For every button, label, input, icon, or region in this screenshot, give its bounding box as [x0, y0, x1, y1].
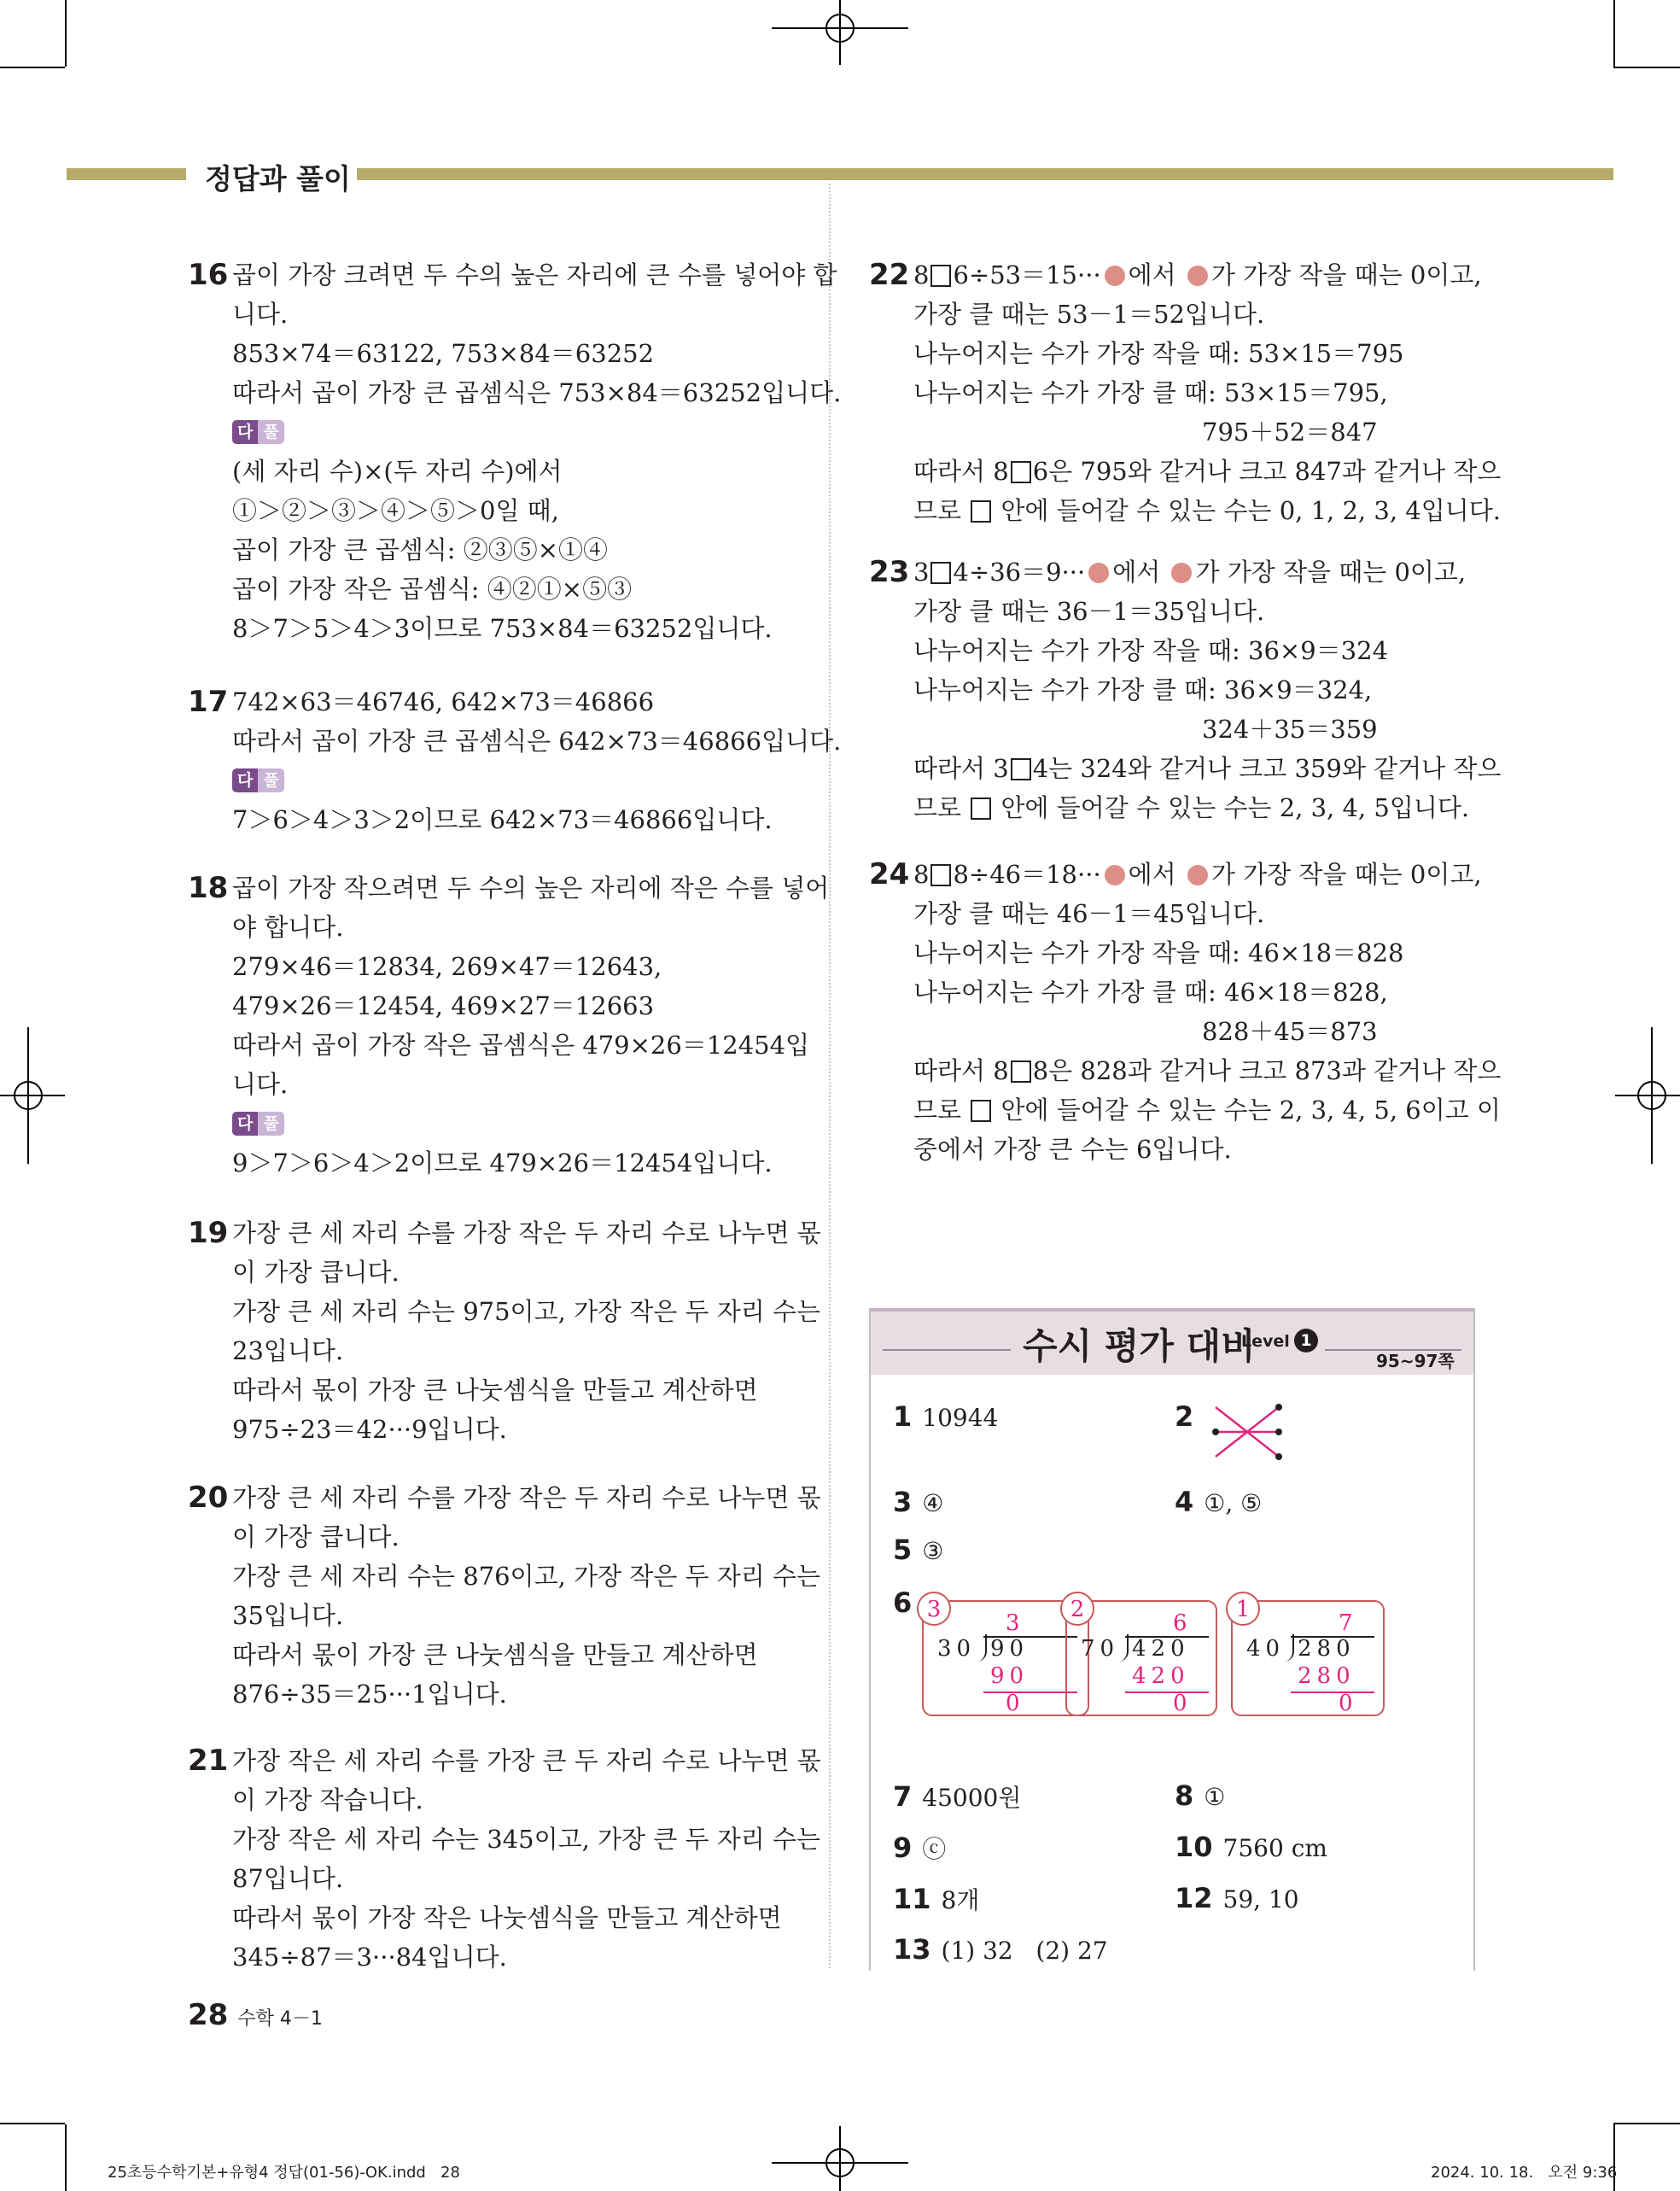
text-part: 므로 — [913, 793, 962, 822]
text-line — [913, 751, 1501, 786]
level-label: Level — [1241, 1332, 1290, 1351]
text-line: 나누어지는 수가 가장 클 때: 46×18＝828, — [913, 978, 1388, 1007]
tag-part: 풀 — [258, 420, 283, 444]
dividend: 280 — [1298, 1636, 1356, 1662]
circle-dot-icon — [1171, 563, 1192, 583]
circle-number: 1 — [1226, 1592, 1260, 1626]
page-footer — [188, 1998, 323, 2032]
alt-solution-tag — [232, 1112, 284, 1136]
text-part: 므로 — [913, 1096, 962, 1125]
alt-solution-tag — [232, 420, 284, 444]
circle-dot-icon — [1187, 865, 1208, 885]
text-line: 9＞7＞6＞4＞2이므로 479×26＝12454입니다. — [232, 1148, 773, 1177]
page-range: 95~97쪽 — [1376, 1351, 1455, 1371]
text-line: 742×63＝46746, 642×73＝46866 — [232, 687, 655, 716]
problem-number: 20 — [188, 1481, 229, 1515]
text-line: 니다. — [232, 300, 289, 329]
text-line: 876÷35＝25···1입니다. — [232, 1680, 507, 1709]
problem-number: 18 — [188, 871, 229, 905]
problem-number: 23 — [869, 555, 910, 589]
division-bracket — [1118, 1634, 1129, 1662]
text-line: 23입니다. — [232, 1336, 344, 1365]
text-line: 따라서 몫이 가장 작은 나눗셈식을 만들고 계산하면 — [232, 1903, 782, 1932]
blank-box-icon — [971, 500, 991, 523]
circle-dot-icon — [1105, 266, 1125, 286]
answer-number: 7 — [893, 1780, 913, 1813]
text-line: 가장 큰 세 자리 수를 가장 작은 두 자리 수로 나누면 몫 — [232, 1483, 821, 1512]
answer-number: 6 — [893, 1586, 913, 1619]
answer-value: ⓒ — [922, 1835, 947, 1863]
text-part: 에서 — [1128, 860, 1176, 889]
quotient: 3 — [1006, 1610, 1025, 1636]
text-line — [913, 454, 1501, 488]
text-line: 279×46＝12834, 269×47＝12643, — [232, 952, 662, 981]
quotient: 6 — [1173, 1610, 1193, 1636]
text-part: 따라서 3 — [913, 754, 1009, 783]
evaluation-header — [871, 1308, 1473, 1375]
division-bracket — [977, 1634, 987, 1662]
text-part: 따라서 8 — [913, 457, 1009, 486]
text-part: 가 가장 작을 때는 0이고, — [1210, 260, 1482, 289]
text-part: 4÷36＝9··· — [953, 558, 1086, 587]
answer-number: 13 — [893, 1933, 931, 1966]
text-line: 이 가장 큽니다. — [232, 1258, 400, 1287]
text-line — [913, 258, 1482, 292]
answer-value: ① — [1204, 1783, 1226, 1811]
alt-solution-tag — [232, 768, 284, 792]
registration-mark — [772, 2123, 908, 2191]
text-line — [913, 494, 1501, 528]
text-line: 곱이 가장 크려면 두 수의 높은 자리에 큰 수를 넣어야 합 — [232, 260, 837, 289]
text-line: 야 합니다. — [232, 913, 344, 942]
text-line: 따라서 곱이 가장 큰 곱셈식은 642×73＝46866입니다. — [232, 727, 842, 756]
text-part: 므로 — [913, 496, 962, 525]
product: 420 — [1132, 1663, 1190, 1689]
tag-part: 다 — [232, 768, 258, 792]
text-line: 따라서 곱이 가장 작은 곱셈식은 479×26＝12454입 — [232, 1031, 810, 1060]
product: 280 — [1298, 1663, 1356, 1689]
evaluation-answer-box — [869, 1308, 1475, 1971]
answer-value: 7560 cm — [1222, 1834, 1327, 1862]
answer-13 — [893, 1933, 1108, 1966]
text-line: 795＋52＝847 — [1202, 418, 1378, 447]
answer-number: 1 — [893, 1400, 913, 1433]
page-number: 28 — [188, 1998, 229, 2032]
answer-number: 10 — [1175, 1831, 1213, 1863]
text-line: 이 가장 작습니다. — [232, 1785, 423, 1814]
text-line: 479×26＝12454, 469×27＝12663 — [232, 991, 655, 1020]
text-line: ①＞②＞③＞④＞⑤＞0일 때, — [232, 496, 559, 525]
division-card — [1065, 1597, 1217, 1716]
text-line — [913, 555, 1466, 589]
text-line: 8＞7＞5＞4＞3이므로 753×84＝63252입니다. — [232, 614, 773, 643]
text-line: 가장 작은 세 자리 수를 가장 큰 두 자리 수로 나누면 몫 — [232, 1746, 821, 1775]
problem-number: 22 — [869, 258, 910, 292]
book-title: 수학 4－1 — [237, 2008, 323, 2030]
text-line: 가장 클 때는 46－1＝45입니다. — [913, 899, 1265, 928]
answer-number: 3 — [893, 1486, 913, 1518]
text-part: 가 가장 작을 때는 0이고, — [1195, 558, 1467, 587]
circle-number: 2 — [1060, 1592, 1094, 1626]
text-line: 가장 큰 세 자리 수를 가장 작은 두 자리 수로 나누면 몫 — [232, 1218, 821, 1247]
text-line — [913, 791, 1469, 825]
answer-value: ①, ⑤ — [1204, 1489, 1263, 1517]
tag-part: 다 — [232, 420, 258, 444]
divisor: 40 — [1246, 1636, 1286, 1662]
blank-box-icon — [930, 562, 951, 584]
column-divider — [829, 184, 831, 1968]
problem-number: 17 — [188, 685, 229, 719]
dividend: 90 — [990, 1636, 1030, 1662]
text-line: 곱이 가장 큰 곱셈식: ②③⑤×①④ — [232, 535, 609, 564]
circle-dot-icon — [1187, 266, 1208, 286]
text-line: 곱이 가장 작으려면 두 수의 높은 자리에 작은 수를 넣어 — [232, 873, 830, 903]
file-name: 25초등수학기본+유형4 정답(01-56)-OK.indd 28 — [108, 2164, 460, 2182]
text-line: 나누어지는 수가 가장 클 때: 36×9＝324, — [913, 675, 1373, 704]
answer-number: 8 — [1175, 1779, 1194, 1812]
tag-part: 풀 — [258, 1112, 283, 1136]
subtraction-bar — [1125, 1691, 1209, 1693]
blank-box-icon — [1011, 461, 1031, 483]
divisor: 30 — [937, 1636, 977, 1662]
text-line: 이 가장 큽니다. — [232, 1522, 400, 1551]
text-line — [913, 857, 1482, 891]
blank-box-icon — [930, 265, 951, 287]
text-part: 3 — [913, 558, 930, 587]
text-line: 따라서 몫이 가장 큰 나눗셈식을 만들고 계산하면 — [232, 1640, 758, 1669]
answer-number: 5 — [893, 1534, 913, 1566]
text-line: 가장 클 때는 53－1＝52입니다. — [913, 300, 1265, 329]
registration-mark — [1612, 1027, 1680, 1164]
level-number-badge: 1 — [1294, 1329, 1318, 1353]
answer-value: 45000원 — [922, 1784, 1022, 1812]
answer-3 — [893, 1486, 943, 1518]
text-line: 가장 큰 세 자리 수는 975이고, 가장 작은 두 자리 수는 — [232, 1297, 821, 1326]
crop-mark — [0, 2123, 65, 2124]
circle-number: 3 — [917, 1592, 951, 1626]
text-line: 345÷87＝3···84입니다. — [232, 1943, 507, 1972]
text-part: 안에 들어갈 수 있는 수는 2, 3, 4, 5입니다. — [1000, 793, 1470, 822]
text-line: 324＋35＝359 — [1202, 715, 1378, 744]
text-line: (세 자리 수)×(두 자리 수)에서 — [232, 457, 563, 486]
subtraction-bar — [983, 1691, 1077, 1693]
text-line: 가장 클 때는 36－1＝35입니다. — [913, 597, 1265, 626]
answer-12 — [1175, 1882, 1299, 1914]
text-line: 니다. — [232, 1070, 289, 1099]
blank-box-icon — [1011, 1060, 1031, 1083]
tag-part: 다 — [232, 1112, 258, 1136]
answer-value: 8개 — [941, 1886, 980, 1914]
text-line: 나누어지는 수가 가장 작을 때: 46×18＝828 — [913, 938, 1404, 967]
crop-mark — [65, 0, 67, 67]
text-line: 975÷23＝42···9입니다. — [232, 1415, 507, 1444]
crop-mark — [1613, 67, 1680, 68]
text-line: 곱이 가장 작은 곱셈식: ④②①×⑤③ — [232, 575, 633, 604]
text-line: 나누어지는 수가 가장 클 때: 53×15＝795, — [913, 378, 1388, 407]
answer-7 — [893, 1779, 1021, 1814]
answer-value: ④ — [922, 1489, 944, 1517]
text-part: 8÷46＝18··· — [953, 860, 1101, 889]
quotient: 7 — [1339, 1610, 1358, 1636]
remainder: 0 — [1006, 1691, 1020, 1716]
problem-number: 24 — [869, 857, 910, 891]
text-line — [913, 1093, 1501, 1127]
page-title: 정답과 풀이 — [205, 162, 351, 196]
text-line: 853×74＝63122, 753×84＝63252 — [232, 339, 655, 368]
blank-box-icon — [1011, 758, 1031, 780]
matching-lines-diagram — [1209, 1400, 1286, 1469]
answer-4 — [1175, 1486, 1262, 1518]
circle-dot-icon — [1088, 563, 1109, 583]
text-line: 87입니다. — [232, 1864, 344, 1893]
blank-box-icon — [971, 798, 991, 820]
problem-number: 21 — [188, 1744, 229, 1778]
text-line: 828＋45＝873 — [1202, 1017, 1378, 1046]
text-part: 안에 들어갈 수 있는 수는 2, 3, 4, 5, 6이고 이 — [1000, 1096, 1501, 1125]
text-line: 7＞6＞4＞3＞2이므로 642×73＝46866입니다. — [232, 805, 773, 834]
text-part: 6÷53＝15··· — [953, 260, 1101, 289]
problem-number: 19 — [188, 1216, 229, 1250]
answer-value: ③ — [922, 1537, 944, 1565]
answer-11 — [893, 1882, 979, 1916]
blank-box-icon — [930, 864, 951, 886]
divisor: 70 — [1081, 1636, 1120, 1662]
registration-mark — [0, 1027, 68, 1164]
remainder: 0 — [1339, 1691, 1353, 1716]
answer-number: 11 — [893, 1883, 931, 1915]
print-date: 2024. 10. 18. 오전 9:36 — [1431, 2164, 1618, 2182]
text-line: 나누어지는 수가 가장 작을 때: 36×9＝324 — [913, 636, 1389, 665]
text-part: 에서 — [1128, 260, 1176, 289]
text-line: 가장 작은 세 자리 수는 345이고, 가장 큰 두 자리 수는 — [232, 1825, 821, 1854]
text-line: 가장 큰 세 자리 수는 876이고, 가장 작은 두 자리 수는 — [232, 1562, 821, 1591]
division-card — [1231, 1597, 1385, 1716]
problem-number: 16 — [188, 258, 229, 292]
text-line: 중에서 가장 큰 수는 6입니다. — [913, 1135, 1232, 1164]
dividend: 420 — [1132, 1636, 1190, 1662]
text-line: 나누어지는 수가 가장 작을 때: 53×15＝795 — [913, 339, 1404, 368]
text-part: 가 가장 작을 때는 0이고, — [1210, 860, 1482, 889]
subtraction-bar — [1291, 1691, 1374, 1693]
text-line: 35입니다. — [232, 1601, 344, 1630]
text-line — [913, 1054, 1501, 1088]
evaluation-title: 수시 평가 대비 — [1023, 1325, 1256, 1367]
answer-number: 12 — [1175, 1882, 1213, 1914]
text-part: 안에 들어갈 수 있는 수는 0, 1, 2, 3, 4입니다. — [1000, 496, 1501, 525]
answer-10 — [1175, 1831, 1327, 1863]
circle-dot-icon — [1105, 865, 1125, 885]
text-part: 8 — [913, 860, 930, 889]
text-line: 따라서 몫이 가장 큰 나눗셈식을 만들고 계산하면 — [232, 1376, 758, 1405]
crop-mark — [0, 67, 65, 68]
answer-value: 10944 — [922, 1404, 999, 1432]
answer-value: 59, 10 — [1222, 1885, 1299, 1913]
answer-1 — [893, 1400, 998, 1433]
answer-5 — [893, 1534, 943, 1566]
product: 90 — [990, 1663, 1030, 1689]
remainder: 0 — [1173, 1691, 1187, 1716]
division-bracket — [1284, 1634, 1294, 1662]
text-line: 따라서 곱이 가장 큰 곱셈식은 753×84＝63252입니다. — [232, 378, 842, 407]
crop-mark — [1613, 0, 1615, 67]
text-part: 에서 — [1112, 558, 1161, 587]
text-part: 따라서 8 — [913, 1056, 1009, 1085]
tag-part: 풀 — [258, 768, 283, 792]
answer-number: 9 — [893, 1832, 913, 1864]
header-bar-right — [357, 168, 1613, 180]
answer-number: 2 — [1175, 1400, 1194, 1433]
text-part: 8은 828과 같거나 크고 873과 같거나 작으 — [1032, 1056, 1502, 1085]
text-part: 6은 795와 같거나 크고 847과 같거나 작으 — [1032, 457, 1502, 486]
answer-8 — [1175, 1779, 1225, 1812]
text-part: 4는 324와 같거나 크고 359와 같거나 작으 — [1032, 754, 1502, 783]
header-rule — [883, 1349, 1011, 1351]
answer-2 — [1175, 1400, 1204, 1433]
crop-mark — [1613, 2123, 1680, 2124]
blank-box-icon — [971, 1100, 991, 1122]
registration-mark — [772, 0, 908, 68]
header-bar-left — [67, 168, 186, 180]
answer-9 — [893, 1831, 946, 1865]
answer-value: (1) 32 (2) 27 — [941, 1937, 1108, 1965]
crop-mark — [65, 2124, 67, 2191]
answer-number: 4 — [1175, 1486, 1194, 1518]
text-part: 8 — [913, 260, 930, 289]
